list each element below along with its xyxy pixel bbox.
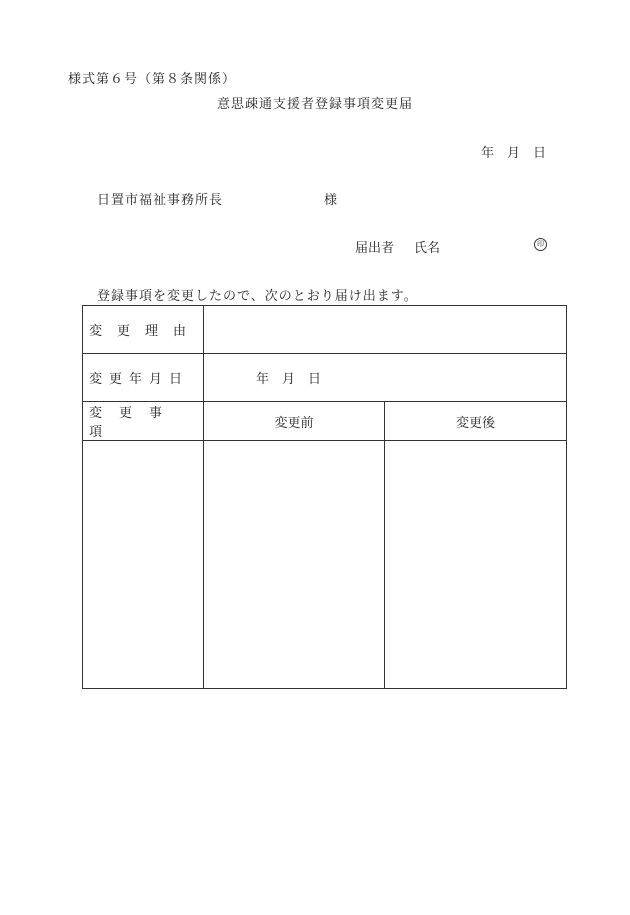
- change-date-label: 変更年月日: [83, 354, 204, 402]
- items-label: 変更事項: [83, 402, 204, 441]
- items-body-row: [83, 441, 567, 689]
- submitter-name-label: 氏名: [414, 241, 441, 256]
- reason-field[interactable]: [204, 306, 567, 354]
- change-form-table: [82, 305, 567, 689]
- submission-date: 年 月 日: [480, 146, 546, 161]
- form-number: 様式第６号（第８条関係）: [68, 72, 237, 87]
- change-date-field[interactable]: 年 月 日: [204, 354, 567, 402]
- change-date-row: [83, 354, 567, 402]
- document-title: 意思疎通支援者登録事項変更届: [216, 97, 413, 112]
- before-field[interactable]: [204, 441, 385, 689]
- addressee-honorific: 様: [324, 193, 338, 208]
- before-header: 変更前: [204, 402, 385, 441]
- reason-row: [83, 306, 567, 354]
- addressee: 日置市福祉事務所長: [97, 193, 224, 208]
- seal-icon: 印: [534, 238, 547, 251]
- items-field[interactable]: [83, 441, 204, 689]
- after-header: 変更後: [385, 402, 567, 441]
- intro-text: 登録事項を変更したので、次のとおり届け出ます。: [97, 289, 418, 304]
- items-header-row: [83, 402, 567, 441]
- reason-label: 変更理由: [83, 306, 204, 354]
- after-field[interactable]: [385, 441, 567, 689]
- submitter-label: 届出者: [355, 241, 395, 256]
